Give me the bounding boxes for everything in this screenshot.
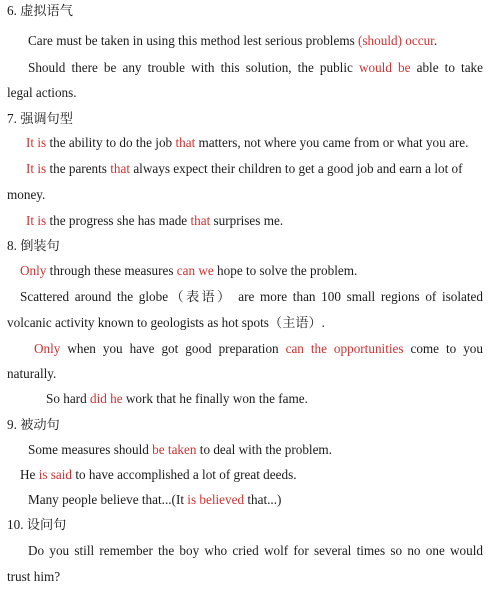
- text-line: Should there be any trouble with this solution, the public would be able to take: [28, 60, 483, 75]
- text-line: Scattered around the globe（表语） are more than 100 small regions of isolated: [20, 289, 483, 304]
- text-line: Only when you have got good preparation can the opportunities come to you: [34, 341, 483, 356]
- text-line: naturally.: [7, 366, 57, 381]
- text-line: Many people believe that...(It is believed that...): [28, 492, 282, 507]
- text-line: It is the progress she has made that surprises me.: [26, 213, 284, 228]
- section-10-heading: 10. 设问句: [7, 517, 67, 532]
- text-line: Care must be taken in using this method lest serious problems (should) occur.: [28, 33, 438, 48]
- section-9-heading: 9. 被动句: [7, 417, 60, 432]
- text-line: So hard did he work that he finally won the fame.: [46, 391, 308, 406]
- text-line: volcanic activity known to geologists as hot spots（主语）.: [7, 315, 325, 330]
- text-line: legal actions.: [7, 85, 77, 100]
- text-line: money.: [7, 187, 46, 202]
- text-line: trust him?: [7, 569, 61, 584]
- section-6-heading: 6. 虚拟语气: [7, 3, 73, 18]
- section-7-heading: 7. 强调句型: [7, 111, 73, 126]
- text-line: It is the parents that always expect their children to get a good job and earn a lot of: [26, 161, 463, 176]
- text-line: He is said to have accomplished a lot of great deeds.: [20, 467, 297, 482]
- text-line: Only through these measures can we hope to solve the problem.: [20, 263, 358, 278]
- section-8-heading: 8. 倒装句: [7, 238, 60, 253]
- text-line: Some measures should be taken to deal with the problem.: [28, 442, 332, 457]
- text-line: Do you still remember the boy who cried wolf for several times so no one would: [28, 543, 483, 558]
- text-line: It is the ability to do the job that matters, not where you came from or what you are.: [26, 135, 469, 150]
